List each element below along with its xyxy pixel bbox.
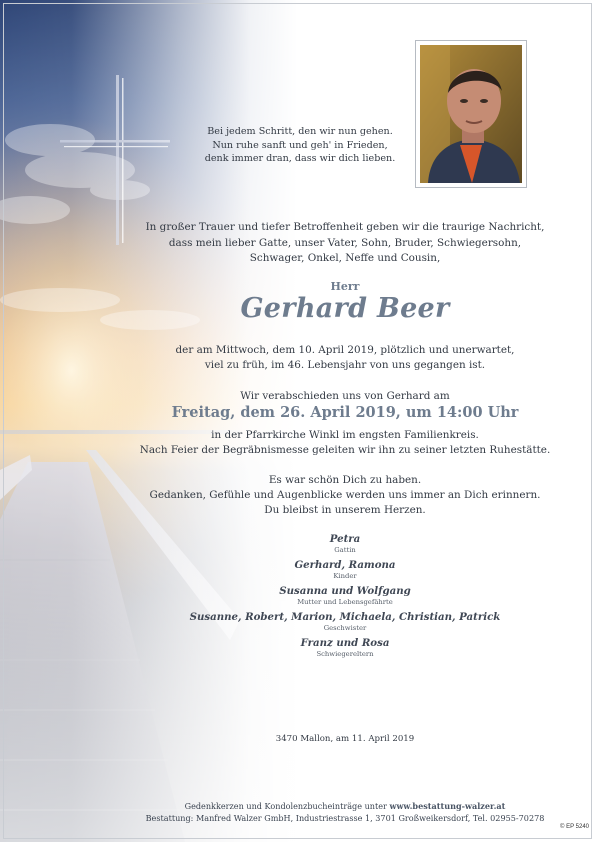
footer-text: Gedenkkerzen und Kondolenzbucheinträge unter [184,801,390,811]
mourner-role: Schwiegereltern [316,650,374,658]
mourner-name: Susanna und Wolfgang [279,585,411,597]
mourner-name: Susanne, Robert, Marion, Michaela, Christian, Patrick [189,611,501,623]
mourner-entry [110,585,580,607]
footer-line-1 [110,800,580,812]
mourners-list [110,533,580,663]
deceased-name: Gerhard Beer [240,293,450,324]
mourner-entry [110,611,580,633]
closing-line: Es war schön Dich zu haben. [268,474,422,486]
funeral-details [110,428,580,458]
place-date: 3470 Mallon, am 11. April 2019 [275,734,415,744]
closing-line: Du bleibst in unserem Herzen. [264,504,426,516]
poem-line: denk immer dran, dass wir dich lieben. [204,153,396,165]
funeral-line: Nach Feier der Begräbnismesse geleiten wir ihn zu seiner letzten Ruhestätte. [139,443,551,456]
mourner-name: Franz und Rosa [300,637,390,649]
closing-text [110,473,580,518]
poem [185,125,415,166]
intro-line: dass mein lieber Gatte, unser Vater, Sohn, Bruder, Schwiegersohn, [168,236,522,249]
portrait-photo [420,45,522,183]
mourner-role: Gattin [334,546,356,554]
poem-line: Bei jedem Schritt, den wir nun gehen. [207,126,393,137]
death-notice [110,343,580,373]
poem-line: Nun ruhe sanft und geh' in Frieden, [212,139,388,151]
intro-text [110,220,580,267]
website-link[interactable]: www.bestattung-walzer.at [389,801,506,811]
mourner-name: Gerhard, Ramona [294,559,396,571]
salutation: Herr [330,280,360,293]
death-line: der am Mittwoch, dem 10. April 2019, plötzlich und unerwartet, [175,344,515,356]
death-line: viel zu früh, im 46. Lebensjahr von uns gegangen ist. [204,359,486,371]
funeral-line: in der Pfarrkirche Winkl im engsten Familienkreis. [211,429,479,441]
footer-line-2: Bestattung: Manfred Walzer GmbH, Industriestrasse 1, 3701 Großweikersdorf, Tel. 02955-70278 [145,813,545,823]
footer [110,800,580,824]
mourner-name: Petra [329,533,361,545]
mourner-entry [110,637,580,659]
mourner-entry [110,533,580,555]
print-stamp: © EP 5240 [560,824,589,830]
mourner-role: Kinder [333,572,357,580]
intro-line: Schwager, Onkel, Neffe und Cousin, [249,252,441,264]
intro-line: In großer Trauer und tiefer Betroffenheit geben wir die traurige Nachricht, [145,221,545,233]
funeral-date: Freitag, dem 26. April 2019, um 14:00 Uhr [171,404,519,421]
mourner-role: Geschwister [323,624,367,632]
farewell-intro: Wir verabschieden uns von Gerhard am [240,390,450,402]
mourner-role: Mutter und Lebensgefährte [297,598,393,606]
portrait-frame [415,40,527,188]
closing-line: Gedanken, Gefühle und Augenblicke werden uns immer an Dich erinnern. [149,489,541,501]
mourner-entry [110,559,580,581]
